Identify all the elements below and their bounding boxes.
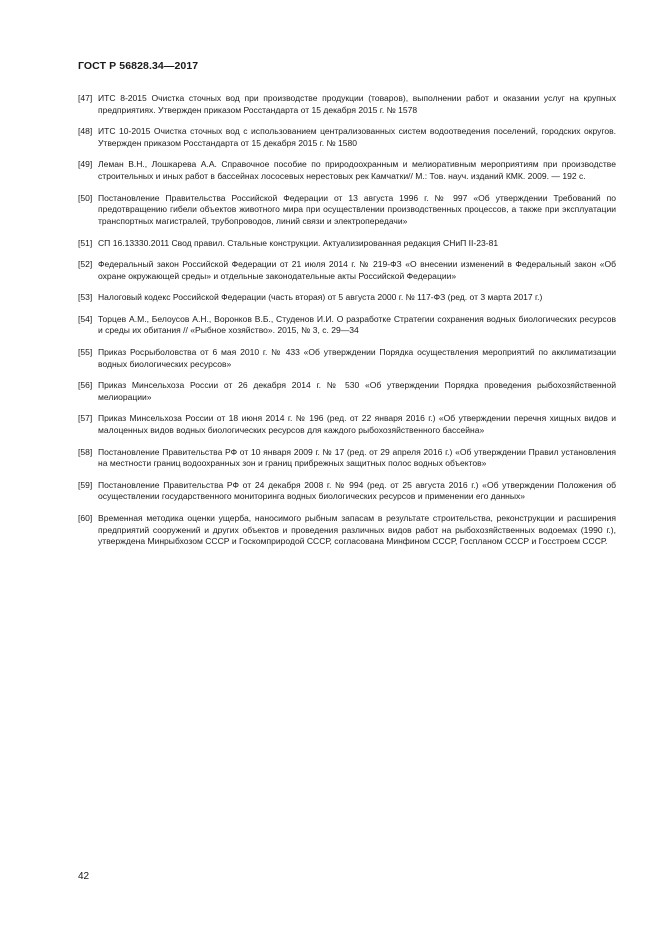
entry-text: Леман В.Н., Лошкарева А.А. Справочное пособие по природоохранным и мелиоративным мероприятиям при производстве строительных и иных работ в бассейнах лососевых нерестовых рек Камчатки// М.: Тов. науч. изданий КМК. 2009. — 192 с. bbox=[98, 159, 616, 182]
page-header: ГОСТ Р 56828.34—2017 bbox=[78, 60, 199, 72]
entry-text: Федеральный закон Российской Федерации от 21 июля 2014 г. № 219-ФЗ «О внесении изменений в Федеральный закон «Об охране окружающей среды» и отдельные законодательные акты Российской Федерации» bbox=[98, 259, 616, 281]
entry-text: Временная методика оценки ущерба, наносимого рыбным запасам в результате строительства, реконструкции и расширения предприятий сооружений и других объектов и проведения различных видов работ на рыбохозяйственных водоемах (1990 г.), утверждена Минрыбхозом СССР и Госкомприродой СССР, согласована Минфином СССР, Госпланом СССР и Госстроем СССР. bbox=[98, 512, 616, 547]
entry-number: [53] bbox=[78, 292, 93, 303]
entry-text: Приказ Минсельхоза России от 18 июня 2014 г. № 196 (ред. от 22 января 2016 г.) «Об утверждении перечня хищных видов и малоценных видов водных биологических ресурсов для каждого рыбохозяйственного бассейна» bbox=[98, 413, 616, 436]
bibliography-entry bbox=[78, 447, 616, 470]
entry-text: Приказ Росрыболовства от 6 мая 2010 г. № 433 «Об утверждении Порядка осуществления мероприятий по акклиматизации водных биологических ресурсов» bbox=[98, 346, 616, 369]
entry-number: [51] bbox=[78, 237, 93, 248]
entry-text: ИТС 8-2015 Очистка сточных вод при производстве продукции (товаров), выполнении работ и оказании услуг на крупных предприятиях. Утвержден приказом Росстандарта от 15 декабря 2015 г. № 1578 bbox=[98, 93, 616, 115]
entry-text: ИТС 10-2015 Очистка сточных вод с использованием централизованных систем водоотведения поселений, городских округов. Утвержден приказом Росстандарта от 15 декабря 2015 г. № 1580 bbox=[98, 126, 616, 148]
entry-text: СП 16.13330.2011 Свод правил. Стальные конструкции. Актуализированная редакция СНиП II-23-81 bbox=[98, 237, 499, 248]
entry-number: [47] bbox=[78, 93, 93, 103]
bibliography-entry bbox=[78, 126, 616, 149]
entry-number: [50] bbox=[78, 192, 93, 203]
entry-number: [54] bbox=[78, 313, 93, 324]
entry-number: [57] bbox=[78, 413, 93, 424]
bibliography-entry bbox=[78, 159, 616, 182]
bibliography-entry bbox=[78, 292, 616, 304]
page-number: 42 bbox=[78, 871, 90, 882]
bibliography-entry bbox=[78, 380, 616, 403]
entry-number: [58] bbox=[78, 446, 93, 457]
bibliography-entry bbox=[78, 347, 616, 370]
bibliography-entry bbox=[78, 93, 616, 116]
bibliography-entry bbox=[78, 413, 616, 436]
entry-text: Постановление Правительства РФ от 24 декабря 2008 г. № 994 (ред. от 25 августа 2016 г.) «Об утверждении Положения об осуществлении государственного мониторинга водных биологических ресурсов и применении его данных» bbox=[98, 479, 616, 502]
entry-text: Постановление Правительства Российской Федерации от 13 августа 1996 г. № 997 «Об утверждении Требований по предотвращению гибели объектов животного мира при осуществлении производственных процессов, а также при эксплуатации транспортных магистралей, трубопроводов, линий связи и электропередачи» bbox=[98, 192, 616, 227]
entry-number: [59] bbox=[78, 479, 93, 490]
bibliography-entry bbox=[78, 513, 616, 548]
entry-text: Торцев А.М., Белоусов А.Н., Воронков В.Б., Студенов И.И. О разработке Стратегии сохранения водных биологических ресурсов и среды их обитания // «Рыбное хозяйство». 2015, № 3, с. 29—34 bbox=[98, 313, 616, 336]
entry-number: [52] bbox=[78, 259, 93, 270]
entry-text: Постановление Правительства РФ от 10 января 2009 г. № 17 (ред. от 29 апреля 2016 г.) «Об утверждении Правил установления на местности границ водоохранных зон и границ прибрежных защитных полос водных объектов» bbox=[98, 446, 616, 469]
entry-number: [48] bbox=[78, 126, 93, 137]
entry-number: [49] bbox=[78, 159, 93, 170]
entry-number: [56] bbox=[78, 380, 93, 391]
bibliography-entry bbox=[78, 480, 616, 503]
entry-number: [60] bbox=[78, 512, 93, 523]
bibliography-list bbox=[78, 93, 616, 558]
bibliography-entry bbox=[78, 193, 616, 228]
bibliography-entry bbox=[78, 314, 616, 337]
bibliography-entry bbox=[78, 238, 616, 250]
entry-number: [55] bbox=[78, 346, 93, 357]
entry-text: Налоговый кодекс Российской Федерации (часть вторая) от 5 августа 2000 г. № 117-ФЗ (ред. от 3 марта 2017 г.) bbox=[98, 292, 543, 303]
entry-text: Приказ Минсельхоза России от 26 декабря 2014 г. № 530 «Об утверждении Порядка проведения рыбохозяйственной мелиорации» bbox=[98, 380, 616, 402]
bibliography-entry bbox=[78, 259, 616, 282]
